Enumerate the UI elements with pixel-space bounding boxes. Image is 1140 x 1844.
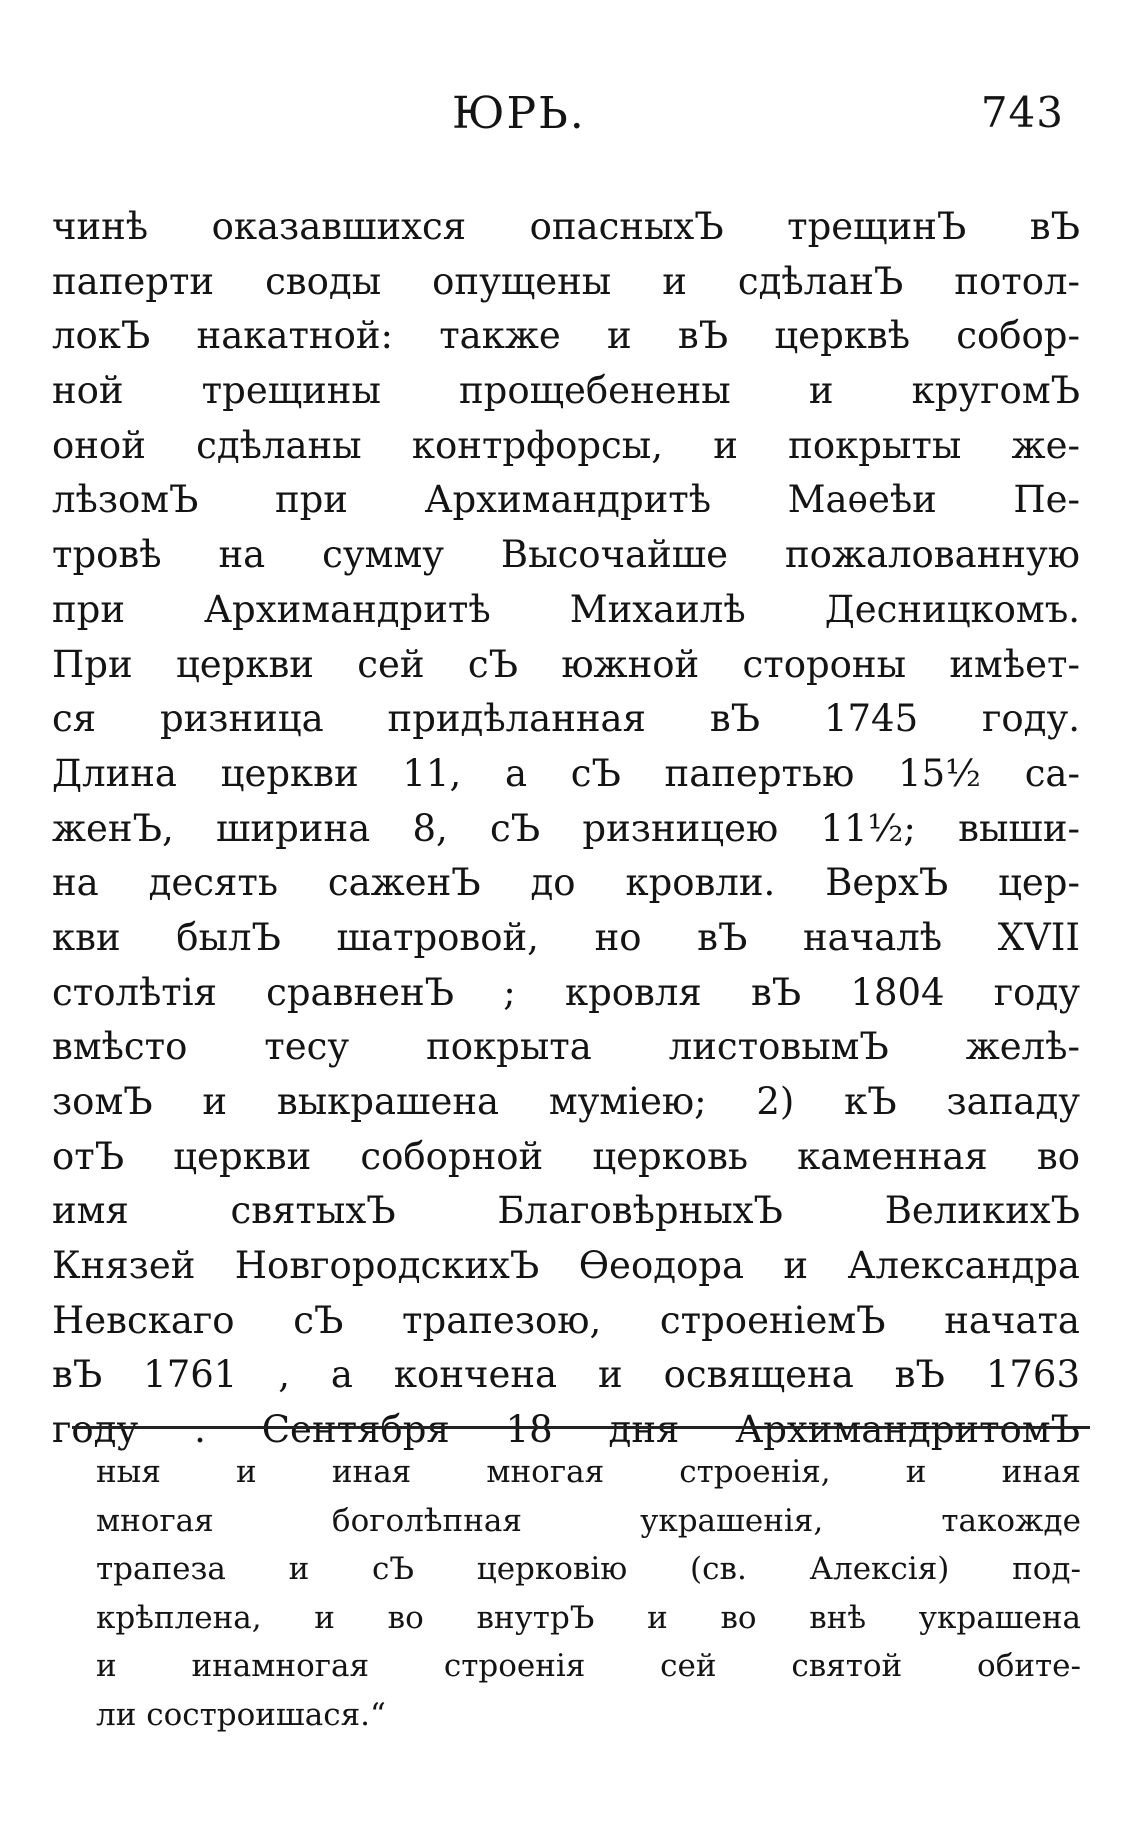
text-line: Длина церкви 11, а сЪ папертью 15½ са-: [52, 751, 1080, 795]
footnote-line: и инамногая строенія сей святой обите-: [96, 1648, 1081, 1684]
footnote-line: ныя и иная многая строенія, и иная: [96, 1454, 1081, 1490]
text-line: чинѣ оказавшихся опасныхЪ трещинЪ вЪ: [52, 205, 1080, 248]
text-line: локЪ накатной: также и вЪ церквѣ собор-: [52, 314, 1080, 358]
text-line: Князей НовгородскихЪ Ѳеодора и Александра: [52, 1244, 1080, 1288]
text-line: тровѣ на сумму Высочайше пожалованную: [52, 533, 1080, 577]
text-line: зомЪ и выкрашена муміею; 2) кЪ западу: [52, 1080, 1080, 1123]
running-head: [0, 88, 1140, 148]
text-line: Невскаго сЪ трапезою, строеніемЪ начата: [52, 1298, 1080, 1342]
text-line: вЪ 1761 , а кончена и освящена вЪ 1763: [52, 1353, 1080, 1397]
footnote-line: ли состроишася.“: [96, 1696, 386, 1733]
text-line: на десять саженЪ до кровли. ВерхЪ цер-: [52, 861, 1080, 905]
text-line: столѣтія сравненЪ ; кровля вЪ 1804 году: [52, 970, 1080, 1014]
running-title: ЮРЬ.: [452, 88, 586, 139]
text-line: ной трещины прощебенены и кругомЪ: [52, 369, 1080, 413]
main-text-block: [52, 200, 1080, 1458]
page-number: 743: [980, 88, 1064, 137]
text-line: году . Сентября 18 дня АрхимандритомЪ: [52, 1408, 1080, 1452]
text-line: паперти своды опущены и сдѣланЪ потол-: [52, 259, 1080, 303]
text-line: ся ризница придѣланная вЪ 1745 году.: [52, 697, 1080, 741]
footnote-block: [96, 1448, 1081, 1739]
text-line: женЪ, ширина 8, сЪ ризницею 11½; выши-: [52, 806, 1080, 850]
footnote-line: крѣплена, и во внутрЪ и во внѣ украшена: [96, 1599, 1081, 1636]
text-line: кви былЪ шатровой, но вЪ началѣ XVII: [52, 915, 1080, 959]
text-line: при Архимандритѣ Михаилѣ Десницкомъ.: [52, 587, 1080, 631]
footnote-line: многая боголѣпная украшенія, такожде: [96, 1502, 1081, 1539]
text-line: При церкви сей сЪ южной стороны имѣет-: [52, 642, 1080, 686]
text-line: отЪ церкви соборной церковь каменная во: [52, 1134, 1080, 1178]
text-line: имя святыхЪ БлаговѣрныхЪ ВеликихЪ: [52, 1189, 1080, 1233]
text-line: вмѣсто тесу покрыта листовымЪ желѣ-: [52, 1025, 1080, 1069]
footnote-line: трапеза и сЪ церковію (св. Алексія) под-: [96, 1551, 1081, 1587]
footnote-divider: [72, 1426, 1090, 1429]
text-line: оной сдѣланы контрфорсы, и покрыты же-: [52, 423, 1080, 467]
text-line: лѣзомЪ при Архимандритѣ Маѳеѣи Пе-: [52, 478, 1080, 522]
